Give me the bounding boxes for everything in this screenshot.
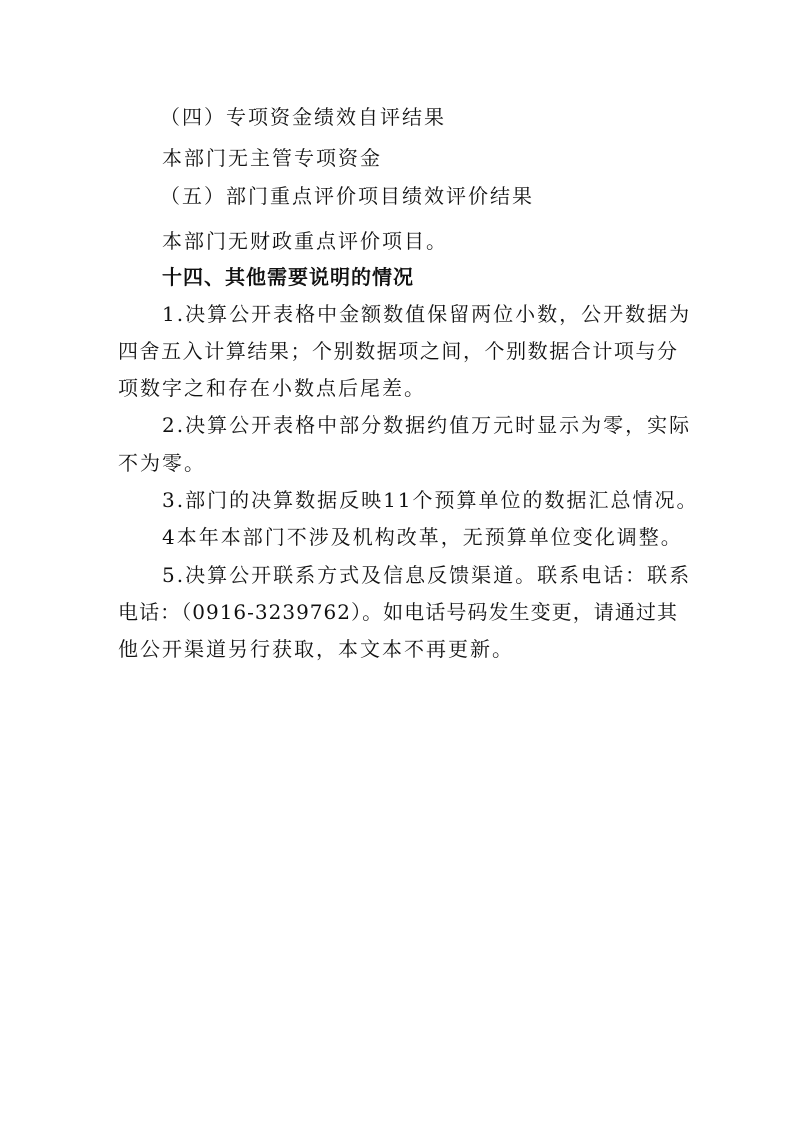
item-2-line-2: 不为零。 — [118, 451, 206, 475]
item-5-line-2: 电话：（0916-3239762）。如电话号码发生变更，请通过其 — [118, 600, 678, 624]
item-5-line-3: 他公开渠道另行获取，本文本不再更新。 — [118, 637, 514, 661]
item-4-line-1: 4本年本部门不涉及机构改革，无预算单位变化调整。 — [162, 525, 683, 549]
item-3-line-1: 3.部门的决算数据反映11个预算单位的数据汇总情况。 — [162, 488, 699, 512]
item-1-line-2: 四舍五入计算结果；个别数据项之间，个别数据合计项与分 — [118, 339, 678, 363]
section-14-heading: 十四、其他需要说明的情况 — [162, 265, 414, 289]
item-5-line-1: 5.决算公开联系方式及信息反馈渠道。联系电话：联系 — [162, 563, 692, 587]
section-4-body: 本部门无主管专项资金 — [162, 146, 382, 170]
item-2-line-1: 2.决算公开表格中部分数据约值万元时显示为零，实际 — [162, 413, 692, 437]
item-1-line-3: 项数字之和存在小数点后尾差。 — [118, 376, 426, 400]
section-4-title: （四）专项资金绩效自评结果 — [160, 105, 446, 129]
item-1-line-1: 1.决算公开表格中金额数值保留两位小数，公开数据为 — [162, 302, 692, 326]
section-5-title: （五）部门重点评价项目绩效评价结果 — [160, 184, 534, 208]
section-5-body: 本部门无财政重点评价项目。 — [162, 229, 448, 253]
